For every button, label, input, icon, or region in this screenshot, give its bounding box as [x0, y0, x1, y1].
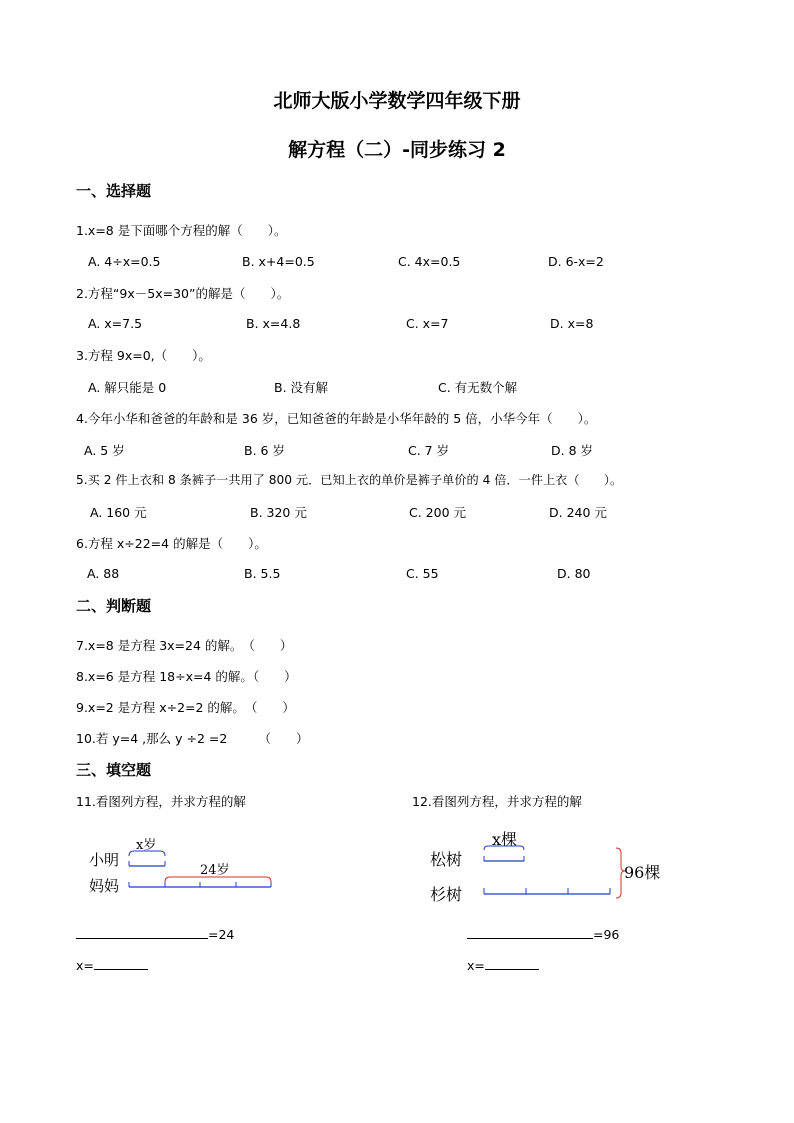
option-c: C. 4x=0.5 [398, 254, 461, 269]
figure-row-label: 小明 [89, 851, 120, 869]
option-d: D. 80 [557, 566, 591, 581]
section-heading-judge: 二、判断题 [76, 597, 152, 615]
answer-prefix: x= [76, 958, 94, 973]
figure-row-label: 松树 [430, 850, 463, 869]
option-d: D. x=8 [550, 316, 594, 331]
question-stem: 3.方程 9x=0,（ ）。 [76, 348, 211, 363]
option-b: B. 没有解 [274, 380, 329, 395]
option-c: C. 7 岁 [408, 443, 450, 458]
question-stem: 11.看图列方程，并求方程的解 [76, 794, 246, 809]
answer-blank[interactable] [94, 958, 148, 970]
judge-question: 9.x=2 是方程 x÷2=2 的解。 （ ） [76, 700, 295, 715]
unknown-brace [129, 851, 165, 856]
figure-total-label: 96棵 [624, 863, 661, 882]
option-c: C. 55 [406, 566, 439, 581]
judge-question: 8.x=6 是方程 18÷x=4 的解。（ ） [76, 669, 297, 684]
option-b: B. 5.5 [244, 566, 281, 581]
option-b: B. x+4=0.5 [242, 254, 315, 269]
answer-line [76, 958, 148, 973]
known-brace [165, 877, 271, 882]
option-a: A. 88 [87, 566, 120, 581]
option-c: C. 有无数个解 [438, 380, 518, 395]
answer-prefix: x= [467, 958, 485, 973]
segment-diagram-11 [120, 840, 280, 895]
option-a: A. 5 岁 [84, 443, 125, 458]
page-subtitle: 解方程（二）-同步练习 2 [288, 139, 506, 161]
unknown-brace [484, 846, 524, 850]
option-c: C. x=7 [406, 316, 449, 331]
judge-question: 7.x=8 是方程 3x=24 的解。 （ ） [76, 638, 293, 653]
option-a: A. 160 元 [90, 505, 147, 520]
option-b: B. 320 元 [250, 505, 307, 520]
option-b: B. x=4.8 [246, 316, 301, 331]
section-heading-choice: 一、选择题 [76, 182, 152, 200]
section-heading-fill: 三、填空题 [76, 761, 152, 779]
figure-known-label: 24岁 [200, 863, 230, 878]
question-stem: 1.x=8 是下面哪个方程的解（ ）。 [76, 223, 287, 238]
option-d: D. 240 元 [549, 505, 607, 520]
equation-blank[interactable] [76, 927, 208, 939]
equation-rhs: =24 [208, 927, 235, 942]
figure-unknown-label: x棵 [492, 830, 518, 849]
judge-question: 10.若 y=4 ,那么 y ÷2 =2 （ ） [76, 731, 309, 746]
segment-diagram-12 [478, 840, 628, 902]
figure-row-label: 杉树 [430, 885, 463, 904]
page-title: 北师大版小学数学四年级下册 [273, 90, 521, 112]
option-d: D. 8 岁 [551, 443, 593, 458]
question-stem: 4.今年小华和爸爸的年龄和是 36 岁，已知爸爸的年龄是小华年龄的 5 倍，小华今年（ ）。 [76, 411, 597, 426]
total-brace [616, 848, 625, 898]
question-stem: 6.方程 x÷22=4 的解是（ ）。 [76, 536, 267, 551]
question-stem: 5.买 2 件上衣和 8 条裤子一共用了 800 元．已知上衣的单价是裤子单价的 4 倍．一件上衣（ ）。 [76, 473, 623, 487]
answer-blank[interactable] [485, 958, 539, 970]
option-a: A. x=7.5 [88, 316, 143, 331]
answer-line [467, 958, 539, 973]
option-b: B. 6 岁 [244, 443, 285, 458]
equation-line [76, 927, 234, 942]
equation-line [467, 927, 619, 942]
figure-row-label: 妈妈 [89, 877, 120, 895]
option-a: A. 解只能是 0 [88, 380, 167, 395]
option-d: D. 6-x=2 [548, 254, 604, 269]
option-c: C. 200 元 [409, 505, 467, 520]
equation-blank[interactable] [467, 927, 593, 939]
question-stem: 2.方程“9x－5x=30”的解是（ ）。 [76, 286, 290, 301]
question-stem: 12.看图列方程，并求方程的解 [412, 794, 582, 809]
equation-rhs: =96 [593, 927, 620, 942]
option-a: A. 4÷x=0.5 [88, 254, 161, 269]
figure-unknown-label: x岁 [136, 838, 157, 853]
